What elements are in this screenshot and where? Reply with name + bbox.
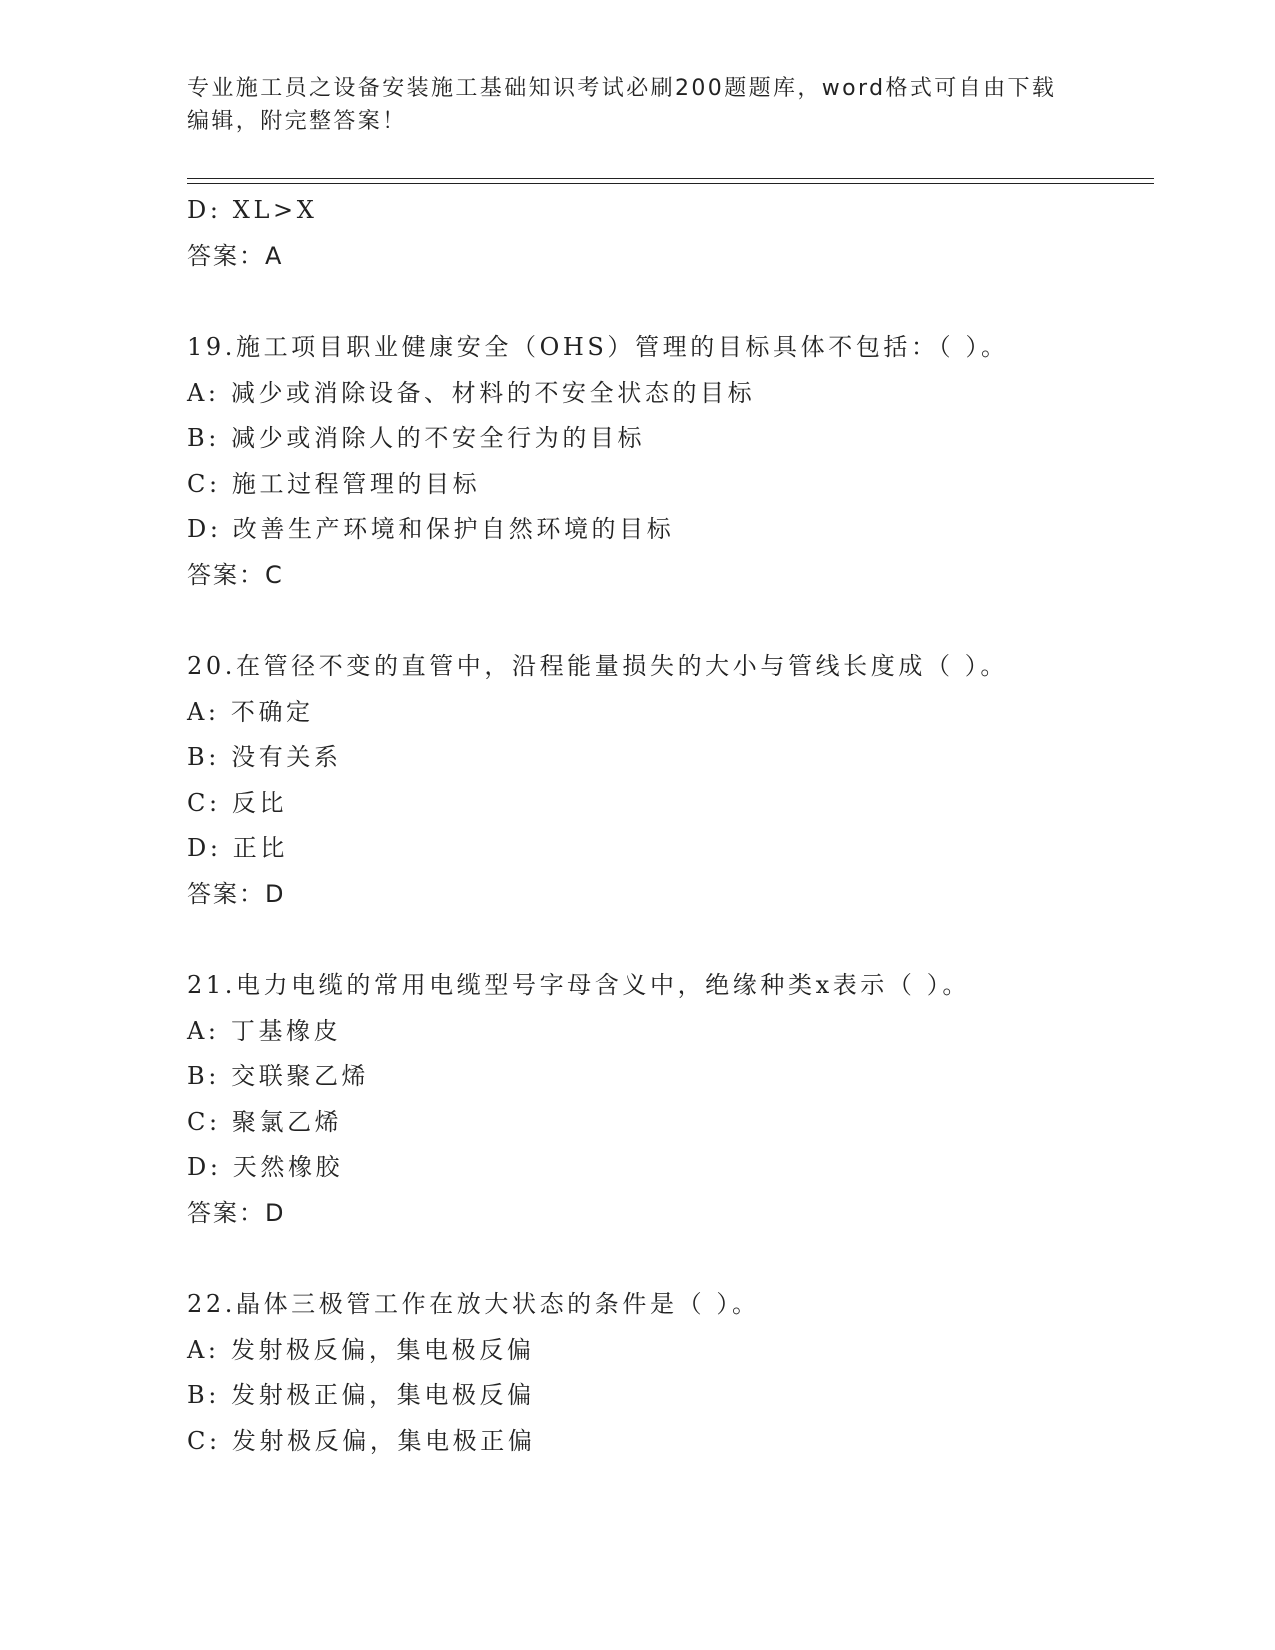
option-a: A: 丁基橡皮 (187, 1016, 342, 1045)
answer-label: 答案：C (187, 560, 284, 589)
option-d: D: 改善生产环境和保护自然环境的目标 (187, 515, 675, 543)
option-a: A: 不确定 (187, 697, 314, 726)
answer-label: 答案：D (187, 1198, 286, 1227)
question-stem: 20.在管径不变的直管中，沿程能量损失的大小与管线长度成（ ）。 (187, 652, 1008, 680)
question-stem: 19.施工项目职业健康安全（OHS）管理的目标具体不包括：（ ）。 (187, 333, 1009, 361)
spacer (187, 917, 1154, 963)
option-a: A: 减少或消除设备、材料的不安全状态的目标 (187, 378, 756, 407)
spacer (187, 598, 1154, 644)
option-c: C: 反比 (187, 788, 288, 817)
question-19 (187, 325, 1154, 598)
header-divider-bottom (187, 183, 1154, 184)
option-b: B: 没有关系 (187, 743, 342, 771)
header-title-line-1: 专业施工员之设备安装施工基础知识考试必刷200题题库，word格式可自由下载 (187, 76, 1057, 101)
question-list (187, 188, 1154, 1464)
question-21 (187, 963, 1154, 1236)
spacer (187, 1236, 1154, 1282)
option-b: B: 发射极正偏，集电极反偏 (187, 1381, 535, 1409)
spacer (187, 279, 1154, 325)
answer-label: 答案：D (187, 879, 286, 908)
question-20 (187, 644, 1154, 917)
answer-label: 答案：A (187, 241, 284, 270)
document-header (187, 72, 1087, 138)
option-c: C: 施工过程管理的目标 (187, 469, 481, 498)
option-d: D: 正比 (187, 834, 288, 862)
option-b: B: 减少或消除人的不安全行为的目标 (187, 424, 646, 452)
option-c: C: 发射极反偏，集电极正偏 (187, 1426, 536, 1455)
question-stem: 21.电力电缆的常用电缆型号字母含义中，绝缘种类x表示（ ）。 (187, 971, 970, 999)
option-d: D: XL>X (187, 196, 318, 224)
header-title-line-2: 编辑，附完整答案！ (187, 109, 407, 134)
question-22 (187, 1282, 1154, 1464)
option-a: A: 发射极反偏，集电极反偏 (187, 1335, 535, 1364)
option-c: C: 聚氯乙烯 (187, 1107, 343, 1136)
previous-question-tail (187, 188, 1154, 279)
question-stem: 22.晶体三极管工作在放大状态的条件是（ ）。 (187, 1290, 760, 1318)
option-d: D: 天然橡胶 (187, 1153, 344, 1181)
header-divider-top (187, 178, 1154, 179)
option-b: B: 交联聚乙烯 (187, 1062, 370, 1090)
